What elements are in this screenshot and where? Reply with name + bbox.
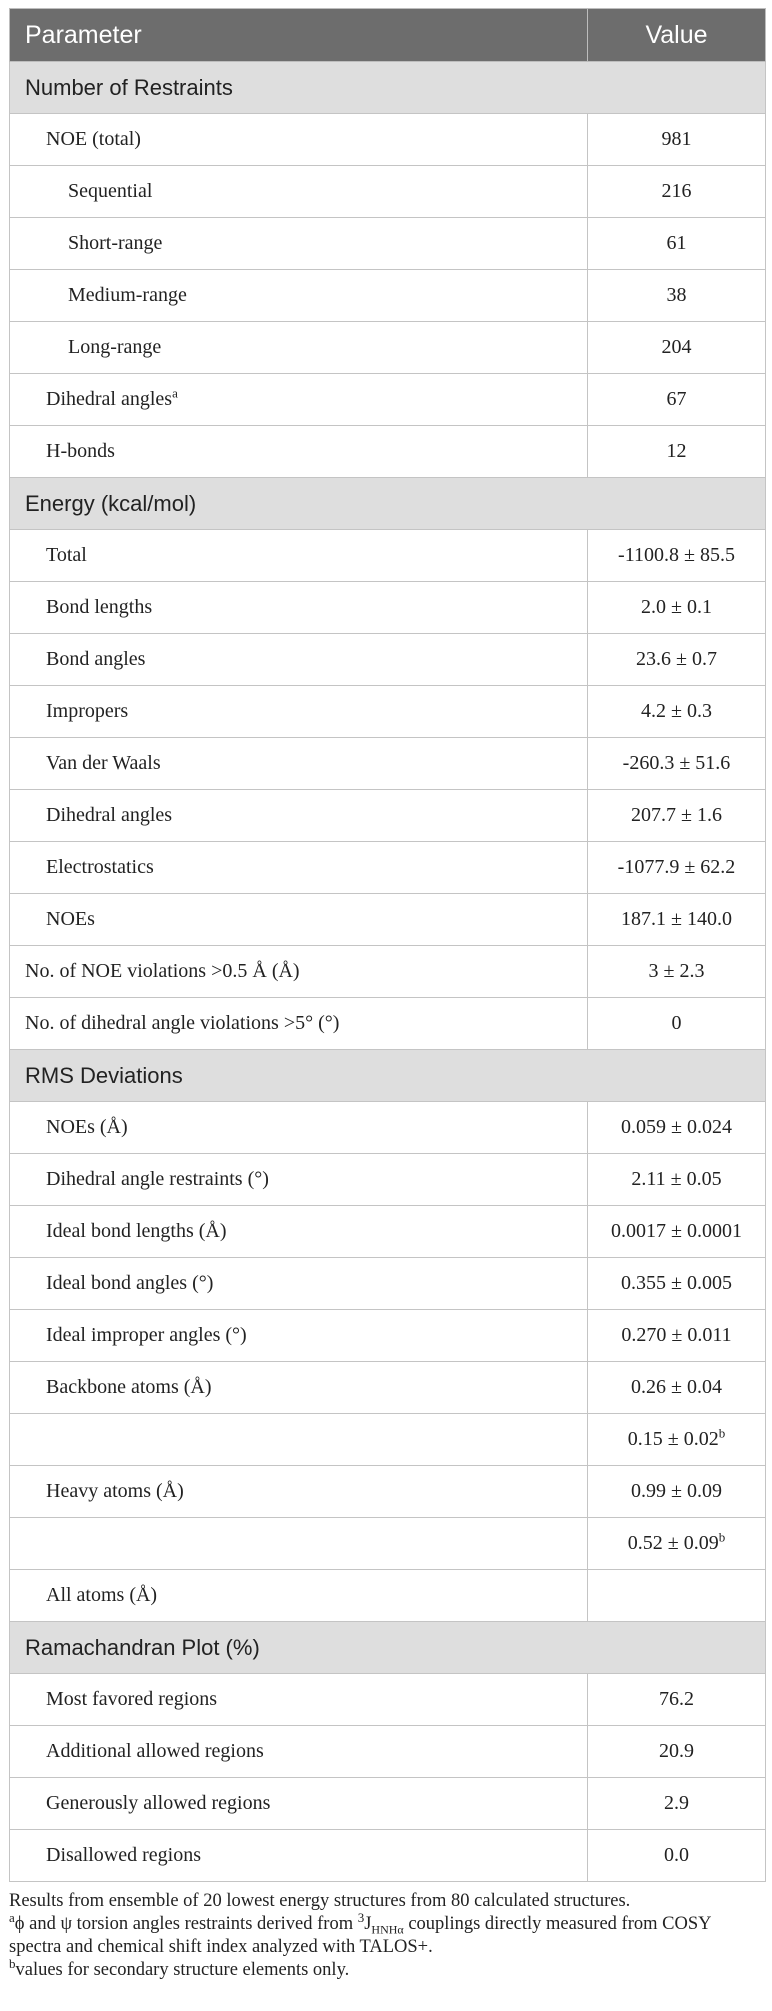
row-label: Ideal improper angles (°) (10, 1310, 588, 1362)
row-value: -260.3 ± 51.6 (588, 738, 766, 790)
row-value: 981 (588, 114, 766, 166)
section-title: Ramachandran Plot (%) (10, 1622, 766, 1674)
row-label: Heavy atoms (Å) (10, 1466, 588, 1518)
row-label: Bond lengths (10, 582, 588, 634)
table-row (10, 1518, 766, 1570)
row-value: 67 (588, 374, 766, 426)
footnote-mark: b (718, 1529, 726, 1545)
table-row (10, 1258, 766, 1310)
footnote-a-j: J (364, 1914, 372, 1934)
table-row (10, 1414, 766, 1466)
row-label: Short-range (10, 218, 588, 270)
table-row (10, 374, 766, 426)
table-row (10, 1310, 766, 1362)
table-row (10, 322, 766, 374)
footnote-b (9, 1955, 765, 1982)
table-row (10, 114, 766, 166)
row-label: Impropers (10, 686, 588, 738)
row-value: 0.26 ± 0.04 (588, 1362, 766, 1414)
row-value: 0.270 ± 0.011 (588, 1310, 766, 1362)
section-title: Energy (kcal/mol) (10, 478, 766, 530)
table-row (10, 1830, 766, 1882)
header-value: Value (588, 9, 766, 62)
row-label: No. of NOE violations >0.5 Å (Å) (10, 946, 588, 998)
row-value: 0.0 (588, 1830, 766, 1882)
row-value: 12 (588, 426, 766, 478)
row-value-cell (588, 1518, 766, 1570)
row-label: Electrostatics (10, 842, 588, 894)
table-row (10, 166, 766, 218)
row-label: Van der Waals (10, 738, 588, 790)
row-value: 20.9 (588, 1726, 766, 1778)
row-label: Bond angles (10, 634, 588, 686)
footnote-a-mark: a (9, 1909, 15, 1925)
row-label: Backbone atoms (Å) (10, 1362, 588, 1414)
table-row (10, 686, 766, 738)
row-label: No. of dihedral angle violations >5° (°) (10, 998, 588, 1050)
table-row (10, 1570, 766, 1622)
row-value-empty (588, 1570, 766, 1622)
row-label: Generously allowed regions (10, 1778, 588, 1830)
row-label: Dihedral angles (10, 790, 588, 842)
row-value: 204 (588, 322, 766, 374)
table-row (10, 1726, 766, 1778)
row-value: 0.059 ± 0.024 (588, 1102, 766, 1154)
row-label-empty (10, 1518, 588, 1570)
row-label-cell (10, 374, 588, 426)
row-label: Most favored regions (10, 1674, 588, 1726)
row-label: NOEs (10, 894, 588, 946)
section-row-rms (10, 1050, 766, 1102)
section-title: Number of Restraints (10, 62, 766, 114)
table-row (10, 582, 766, 634)
section-title: RMS Deviations (10, 1050, 766, 1102)
table-row (10, 426, 766, 478)
row-value: 216 (588, 166, 766, 218)
row-label: Sequential (10, 166, 588, 218)
row-value: 23.6 ± 0.7 (588, 634, 766, 686)
table-row (10, 894, 766, 946)
section-row-energy (10, 478, 766, 530)
table-row (10, 1102, 766, 1154)
table-row (10, 1466, 766, 1518)
table-row (10, 530, 766, 582)
row-value: -1077.9 ± 62.2 (588, 842, 766, 894)
row-label: Dihedral angle restraints (°) (10, 1154, 588, 1206)
footnote-mark: b (718, 1425, 726, 1441)
row-label: H-bonds (10, 426, 588, 478)
row-value-cell (588, 1414, 766, 1466)
row-value: 76.2 (588, 1674, 766, 1726)
table-row (10, 1778, 766, 1830)
structure-statistics-table (9, 8, 766, 1882)
row-label: Dihedral angles (46, 388, 173, 410)
table-row (10, 1154, 766, 1206)
section-row-ramachandran (10, 1622, 766, 1674)
footnote-general: Results from ensemble of 20 lowest energy structures from 80 calculated structures. (9, 1891, 631, 1911)
row-value: 38 (588, 270, 766, 322)
footnote-a (9, 1909, 765, 1959)
row-label: Ideal bond lengths (Å) (10, 1206, 588, 1258)
row-value: -1100.8 ± 85.5 (588, 530, 766, 582)
row-value: 2.9 (588, 1778, 766, 1830)
row-value: 0.0017 ± 0.0001 (588, 1206, 766, 1258)
table-row (10, 1674, 766, 1726)
row-label: Long-range (10, 322, 588, 374)
row-label: All atoms (Å) (10, 1570, 588, 1622)
footnote-a-text-2: couplings directly measured from COSY spectra and chemical shift index analyzed with TALOS+. (9, 1914, 711, 1957)
row-label-empty (10, 1414, 588, 1466)
row-label: Ideal bond angles (°) (10, 1258, 588, 1310)
table-footnotes (9, 1890, 765, 1982)
table-row (10, 790, 766, 842)
footnote-a-sup: 3 (357, 1909, 365, 1925)
row-label: Additional allowed regions (10, 1726, 588, 1778)
table-container (9, 8, 765, 1982)
header-parameter: Parameter (10, 9, 588, 62)
table-row (10, 1362, 766, 1414)
table-row (10, 946, 766, 998)
footnote-a-sub: HNHα (371, 1922, 404, 1937)
row-value: 0.15 ± 0.02 (627, 1428, 719, 1450)
table-row (10, 634, 766, 686)
row-label: NOEs (Å) (10, 1102, 588, 1154)
row-value: 187.1 ± 140.0 (588, 894, 766, 946)
row-value: 0 (588, 998, 766, 1050)
footnote-b-text: values for secondary structure elements only. (15, 1960, 350, 1980)
footnote-mark: a (172, 385, 178, 401)
row-label: Medium-range (10, 270, 588, 322)
footnote-b-mark: b (9, 1955, 16, 1971)
row-value: 2.0 ± 0.1 (588, 582, 766, 634)
row-value: 61 (588, 218, 766, 270)
row-value: 207.7 ± 1.6 (588, 790, 766, 842)
table-row (10, 998, 766, 1050)
table-row (10, 738, 766, 790)
row-value: 0.99 ± 0.09 (588, 1466, 766, 1518)
row-label: NOE (total) (10, 114, 588, 166)
table-row (10, 218, 766, 270)
section-row-restraints (10, 62, 766, 114)
row-value: 0.355 ± 0.005 (588, 1258, 766, 1310)
header-row (10, 9, 766, 62)
table-row (10, 1206, 766, 1258)
row-value: 3 ± 2.3 (588, 946, 766, 998)
row-value: 2.11 ± 0.05 (588, 1154, 766, 1206)
row-value: 4.2 ± 0.3 (588, 686, 766, 738)
row-label: Disallowed regions (10, 1830, 588, 1882)
row-label: Total (10, 530, 588, 582)
table-row (10, 270, 766, 322)
row-value: 0.52 ± 0.09 (627, 1532, 719, 1554)
footnote-a-text-1: ϕ and ψ torsion angles restraints derived from (14, 1914, 358, 1934)
table-row (10, 842, 766, 894)
